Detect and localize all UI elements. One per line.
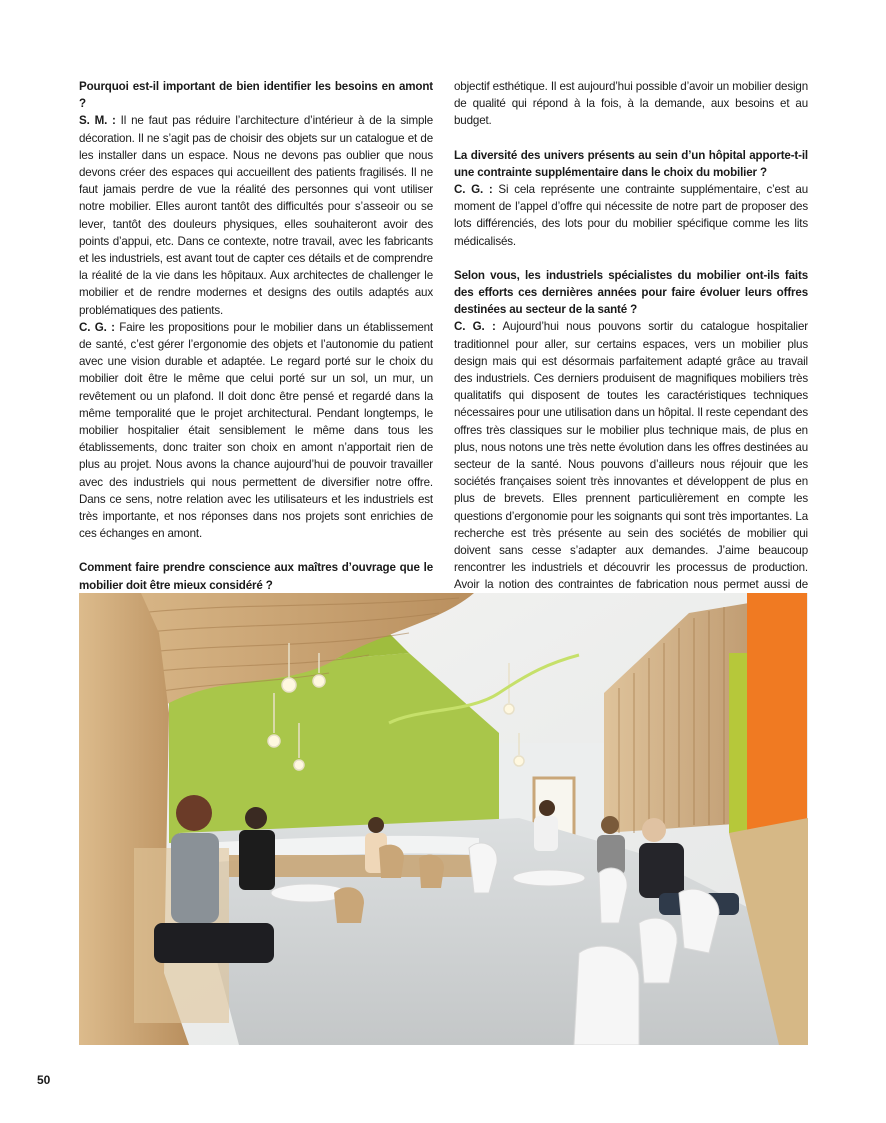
paragraph-gap xyxy=(454,250,808,267)
question-heading: Comment faire prendre conscience aux maîtres d’ouvrage que le mobilier doit être mieux considéré ? xyxy=(79,561,433,592)
question-heading: La diversité des univers présents au sein d’un hôpital apporte-t-il une contrainte supplémentaire dans le choix du mobilier ? xyxy=(454,148,808,179)
answer-text: Il ne faut pas réduire l’architecture d’intérieur à de la simple décoration. Il ne s’agit pas de choisir des objets sur un catalogue et de les installer dans un espace. Nous ne devons pas oublier que nous devons créer des espaces qui accueillent des patients fragilisés. Il ne faut jamais perdre de vue la réalité des personnes qui vont utiliser notre mobilier. Elles auront tantôt des difficultés pour s’asseoir ou se lever, tantôt des douleurs physiques, elles souhaiteront avoir des points d’appui, etc. Dans ce contexte, notre travail, avec les fabricants et les industriels, est avant tout de capter ces détails et de comprendre la réalité de la vie dans les hôpitaux. Aux architectes de challenger le mobilier et de rendre modernes et designs des outils adaptés aux problématiques des patients. xyxy=(79,114,433,317)
answer-text: Faire les propositions pour le mobilier dans un établissement de santé, c’est gérer l’ergonomie des objets et l’autonomie du patient avec une vision durable et adaptée. Le regard porté sur le choix du mobilier doit être le même que celui porté sur un sol, un mur, un revêtement ou un plafond. Il doit donc être pensé et regardé dans la même temporalité que le projet architectural. Pendant longtemps, le mobilier hospitalier était sensiblement le même dans tous les établissements, donc traiter son choix en amont n’apportait rien de plus au projet. Nous avons la chance aujourd’hui de pouvoir travailler avec des industriels qui nous permettent de diversifier notre offre. Dans ce sens, notre relation avec les utilisateurs et les industriels est très importante, et nos réponses dans nos projets sont enrichies de ces échanges en amont. xyxy=(79,320,433,541)
speaker-initials: C. G. : xyxy=(454,183,493,197)
paragraph-gap xyxy=(79,542,433,559)
paragraph-gap xyxy=(454,130,808,147)
question-heading: Selon vous, les industriels spécialistes du mobilier ont-ils faits des efforts ces dernières années pour faire évoluer leurs offres destinées au secteur de la santé ? xyxy=(454,268,808,317)
interior-illustration xyxy=(79,593,808,1045)
answer-paragraph xyxy=(454,318,808,628)
page-number: 50 xyxy=(37,1073,51,1087)
answer-text: Si cela représente une contrainte supplémentaire, c’est au moment de l’appel d’offre qui nécessite de notre part de proposer des lots différenciés, des lots pour du mobilier spécifique comme les lits médicalisés. xyxy=(454,183,808,248)
answer-paragraph xyxy=(79,319,433,543)
question-heading: Pourquoi est-il important de bien identifier les besoins en amont ? xyxy=(79,80,433,111)
answer-text: Aujourd’hui nous pouvons sortir du catalogue hospitalier traditionnel pour aller, sur certains espaces, vers un mobilier plus design mais qui est désormais parfaitement adapté grâce au travail des industriels. Ces derniers produisent de magnifiques mobiliers très qualitatifs qui disposent de toutes les caractéristiques techniques nécessaires pour une utilisation dans un hôpital. Il reste cependant des offres très classiques sur le mobilier plus technique mais, de plus en plus, nous notons une très nette évolution dans les offres destinées au secteur de la santé. Nous pouvons d’ailleurs nous réjouir que les sociétés françaises soient très innovantes et développent de plus en plus de brevets. Elles prennent particulièrement en compte les questions d’ergonomie pour les soignants qui sont très importantes. La recherche est très présente au sein des sociétés de mobilier qui doivent sans cesse s’adapter aux demandes. J’aime beaucoup rencontrer les industriels et découvrir les processus de production. Avoir la notion des contraintes de fabrication nous permet aussi de xyxy=(454,320,808,592)
speaker-initials: C. G. : xyxy=(79,320,115,334)
answer-continuation: objectif esthétique. Il est aujourd’hui possible d’avoir un mobilier design de qualité qui répond à la fois, à la demande, aux besoins et au budget. xyxy=(454,80,808,128)
speaker-initials: C. G. : xyxy=(454,320,496,334)
speaker-initials: S. M. : xyxy=(79,114,116,128)
right-text-column xyxy=(454,78,808,628)
left-text-column xyxy=(79,78,433,646)
answer-paragraph xyxy=(79,112,433,318)
cafeteria-interior-photo xyxy=(79,593,808,1045)
answer-paragraph xyxy=(454,181,808,250)
